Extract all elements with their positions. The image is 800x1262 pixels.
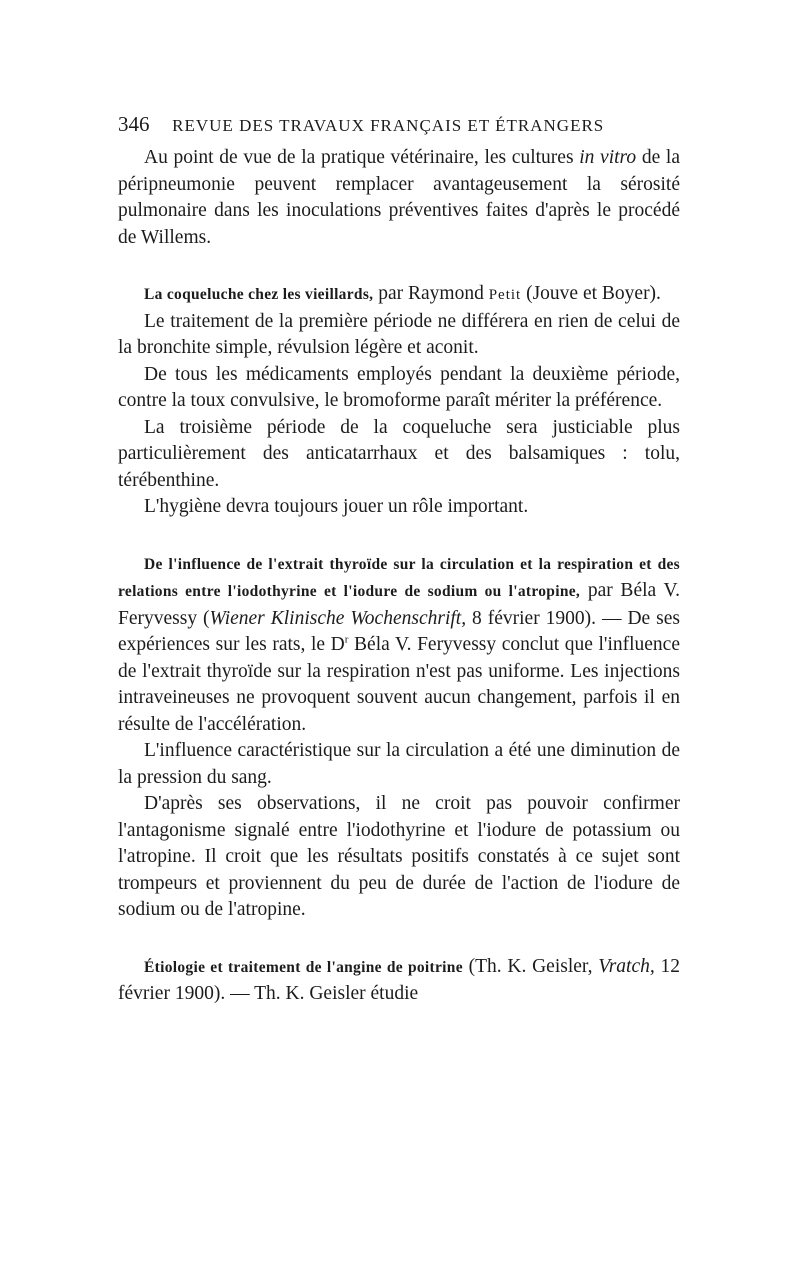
article-title: Étiologie et traitement de l'angine de poitrine (144, 958, 463, 976)
italic-term: in vitro (579, 147, 637, 168)
paragraph: L'hygiène devra toujours jouer un rôle important. (144, 496, 529, 517)
journal-name: Vratch, (598, 955, 655, 977)
running-title: REVUE DES TRAVAUX FRANÇAIS ET ÉTRANGERS (172, 116, 605, 135)
byline: (Th. K. Geisler, (462, 955, 599, 977)
paragraph-text: Béla V. Feryvessy conclut que l'influence de l'extrait thyroïde sur la respiration n'est pas uniforme. Les injections intraveineuses ne provoquent souvent aucun changement, parfois il en résulte de l'accélération. (118, 634, 680, 735)
paragraph-text: 8 février 1900). — De ses expériences sur les rats, le D (118, 607, 680, 655)
article-heading (118, 954, 680, 1008)
author-name: Petit (488, 287, 522, 303)
article-title: De l'influence de l'extrait thyroïde sur la circulation et la respiration et des relations entre l'iodothyrine et l'iodure de sodium ou l'atropine, (118, 555, 680, 600)
byline: par Béla V. Feryvessy ( (118, 580, 680, 629)
paragraph-text: de la péripneumonie peuvent remplacer avantageusement la sérosité pulmonaire dans les inoculations préventives faites d'après le procédé de Willems. (118, 147, 680, 248)
paragraph: Le traitement de la première période ne différera en rien de celui de la bronchite simple, révulsion légère et aconit. (118, 310, 680, 358)
byline: par Raymond (373, 283, 489, 304)
paragraph: D'après ses observations, il ne croit pas pouvoir confirmer l'antagonisme signalé entre l'iodothyrine et l'iodure de potassium ou l'atropine. Il croit que les résultats positifs constatés à ce sujet sont trompeurs et proviennent du peu de durée de l'action de l'iodure de sodium ou de l'atropine. (118, 793, 680, 920)
paragraph: L'influence caractéristique sur la circulation a été une diminution de la pression du sang. (118, 740, 680, 788)
journal-name: Wiener Klinische Wochenschrift, (209, 607, 467, 629)
article-heading (118, 281, 680, 309)
running-header (118, 112, 688, 138)
publisher: (Jouve et Boyer). (521, 283, 661, 304)
page-body (118, 145, 680, 1008)
paragraph (118, 145, 680, 251)
superscript: r (344, 633, 349, 646)
page-number: 346 (118, 112, 150, 136)
paragraph-text: 12 février 1900). — Th. K. Geisler étudie (118, 955, 680, 1004)
paragraph-text: Au point de vue de la pratique vétérinaire, les cultures (144, 147, 580, 168)
article-heading (118, 551, 680, 739)
article-title: La coqueluche chez les vieillards, (144, 286, 374, 303)
paragraph: De tous les médicaments employés pendant la deuxième période, contre la toux convulsive, le bromoforme paraît mériter la préférence. (118, 363, 680, 411)
paragraph: La troisième période de la coqueluche sera justiciable plus particulièrement des anticatarrhaux et des balsamiques : tolu, térébenthine. (118, 416, 680, 491)
